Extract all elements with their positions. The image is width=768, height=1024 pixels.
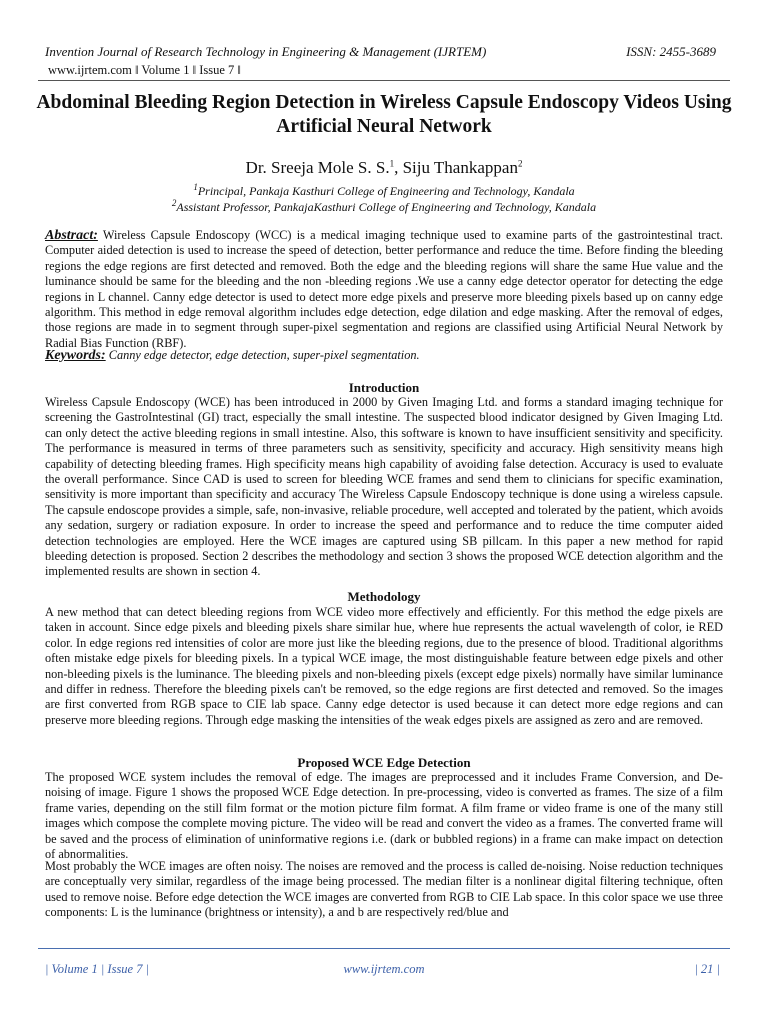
affiliation-1-text: Principal, Pankaja Kasthuri College of Engineering and Technology, Kandala xyxy=(197,184,575,198)
footer-page-number: | 21 | xyxy=(694,962,720,976)
abstract xyxy=(45,228,723,351)
abstract-text: Wireless Capsule Endoscopy (WCC) is a medical imaging technique used to examine parts of the gastrointestinal tract. Computer aided detection is used to increase the speed of detection, better performance and reduce the time. Before finding the bleeding regions the edge regions are first detected and removed. Both the edge and the bleeding regions will share the same Hue value and the luminance should be same for the bleeding and the non -bleeding regions .We use a canny edge detector operator for detecting the edge regions in L channel. Canny edge detector is used to detect more edge pixels and preserve more bleeding pixels based up on canny edge algorithm. This method in edge removal algorithm includes edge detection, edge dilation and edge masking. After the removal of edges, those regions are made in to segment through super-pixel segmentation and regions are classified using Artificial Neural Network by Radial Bias Function (RBF). xyxy=(45,228,723,350)
author-line xyxy=(0,158,768,178)
keywords-text: Canny edge detector, edge detection, super-pixel segmentation. xyxy=(105,348,420,362)
affiliation-2-text: Assistant Professor, PankajaKasthuri College of Engineering and Technology, Kandala xyxy=(176,200,597,214)
issn: ISSN: 2455-3689 xyxy=(626,44,716,59)
footer-rule xyxy=(38,948,730,949)
author-2-sup: 2 xyxy=(517,158,523,169)
methodology-text: A new method that can detect bleeding regions from WCE video more effectively and efficiently. For this method the edge pixels are taken in account. Since edge pixels and bleeding pixels share similar hue, where hue represents the actual wavelength of color, ie RED color. In edge regions red intensities of color are more just like the bleeding regions, due to the presence of blood. Traditional algorithms often mistake edge pixels for bleeding pixels. In a typical WCE image, the most distinguishable feature between edge pixels and other non-bleeding pixels is the luminance. The bleeding pixels and non-bleeding pixels (except edge pixels) normally have similar luminance and differ in redness. Therefore the bleeding pixels can't be removed, so the edge regions are first detected and removed. So the images are first converted from RGB space to CIE lab space. Canny edge detector is used because it can detect more edge regions and can preserve more bleeding regions. Through edge masking the intensities of the weak edges pixels are assigned as zero and are removed. xyxy=(45,605,723,727)
author-2: Siju Thankappan xyxy=(402,158,518,177)
introduction-text: Wireless Capsule Endoscopy (WCE) has been introduced in 2000 by Given Imaging Ltd. and forms a standard imaging technique for screening the GastroIntestinal (GI) tract, especially the small intestine. The suspected blood indicator designed by Given Imaging Ltd. can only detect the active bleeding regions in small intestine. Also, this software is known to have insufficient sensitivity and specificity. The performance is measured in terms of three parameters such as sensitivity, specificity and accuracy. High sensitivity means high capability of detecting bleeding frames. High specificity means high capability of avoiding false detection. Accuracy is used to evaluate the overall performance. Since CAD is used to screen for bleeding WCE frames and send them to clinicians for specific examination, sensitivity is more important than specificity and accuracy The Wireless Capsule Endoscopy technique is done using a wireless capsule. The capsule endoscope provides a simple, safe, non-invasive, reliable procedure, well accepted and tolerated by the patient, which avoids any sedation, surgery or radiation exposure. In order to increase the speed and performance and to reduce the time computer aided detection technologies are employed. Here the WCE images are captured using SB pillcam. In this paper a new method for rapid bleeding detection is proposed. Section 2 describes the methodology and section 3 shows the proposed WCE detection algorithm and the implemented results are shown in section 4. xyxy=(45,395,723,579)
section-heading-introduction: Introduction xyxy=(348,380,420,395)
header-rule xyxy=(38,80,730,81)
footer-volume: | Volume 1 | Issue 7 | xyxy=(45,962,150,976)
affiliation-2-sup: 2 xyxy=(171,198,177,208)
section-heading-methodology: Methodology xyxy=(347,589,421,604)
journal-name: Invention Journal of Research Technology in Engineering & Management (IJRTEM) xyxy=(45,44,487,59)
affiliation-2 xyxy=(0,198,768,215)
author-1: Dr. Sreeja Mole S. S. xyxy=(245,158,390,177)
proposed-text-2: Most probably the WCE images are often noisy. The noises are removed and the process is called de-noising. Noise reduction techniques are conceptually very similar, regardless of the image being processed. The median filter is a nonlinear digital filtering technique, often used to remove noise. Before edge detection the WCE images are converted from RGB to CIE Lab space. In this color space we use three components: L is the luminance (brightness or intensity), a and b are respectively red/blue and xyxy=(45,859,723,920)
author-separator: , xyxy=(394,158,403,177)
section-heading-proposed: Proposed WCE Edge Detection xyxy=(297,755,471,770)
footer-website-link[interactable]: www.ijrtem.com xyxy=(343,962,425,976)
author-1-sup: 1 xyxy=(389,158,395,169)
affiliation-1 xyxy=(0,182,768,199)
keywords-label: Keywords: xyxy=(45,348,106,363)
proposed-text-1: The proposed WCE system includes the removal of edge. The images are preprocessed and it includes Frame Conversion, and De-noising of image. Figure 1 shows the proposed WCE Edge detection. In pre-processing, video is converted as frames. The size of a film frame varies, depending on the still film format or the motion picture film format. A film frame or video frame is one of the many still images which compose the complete moving picture. The video will be read and convert the video as a frames. The converted frame will be saved and the process of elimination of uninformative regions i.e. (dark or bubbled regions) in a frame can make impact on detection of abnormalities. xyxy=(45,770,723,862)
abstract-label: Abstract: xyxy=(45,228,98,243)
keywords xyxy=(45,348,723,363)
paper-title: Abdominal Bleeding Region Detection in Wireless Capsule Endoscopy Videos Using Artificial Neural Network xyxy=(36,92,732,137)
affiliation-1-sup: 1 xyxy=(193,182,198,192)
journal-volume-line: www.ijrtem.com ǁ Volume 1 ǁ Issue 7 ǁ xyxy=(48,63,241,77)
